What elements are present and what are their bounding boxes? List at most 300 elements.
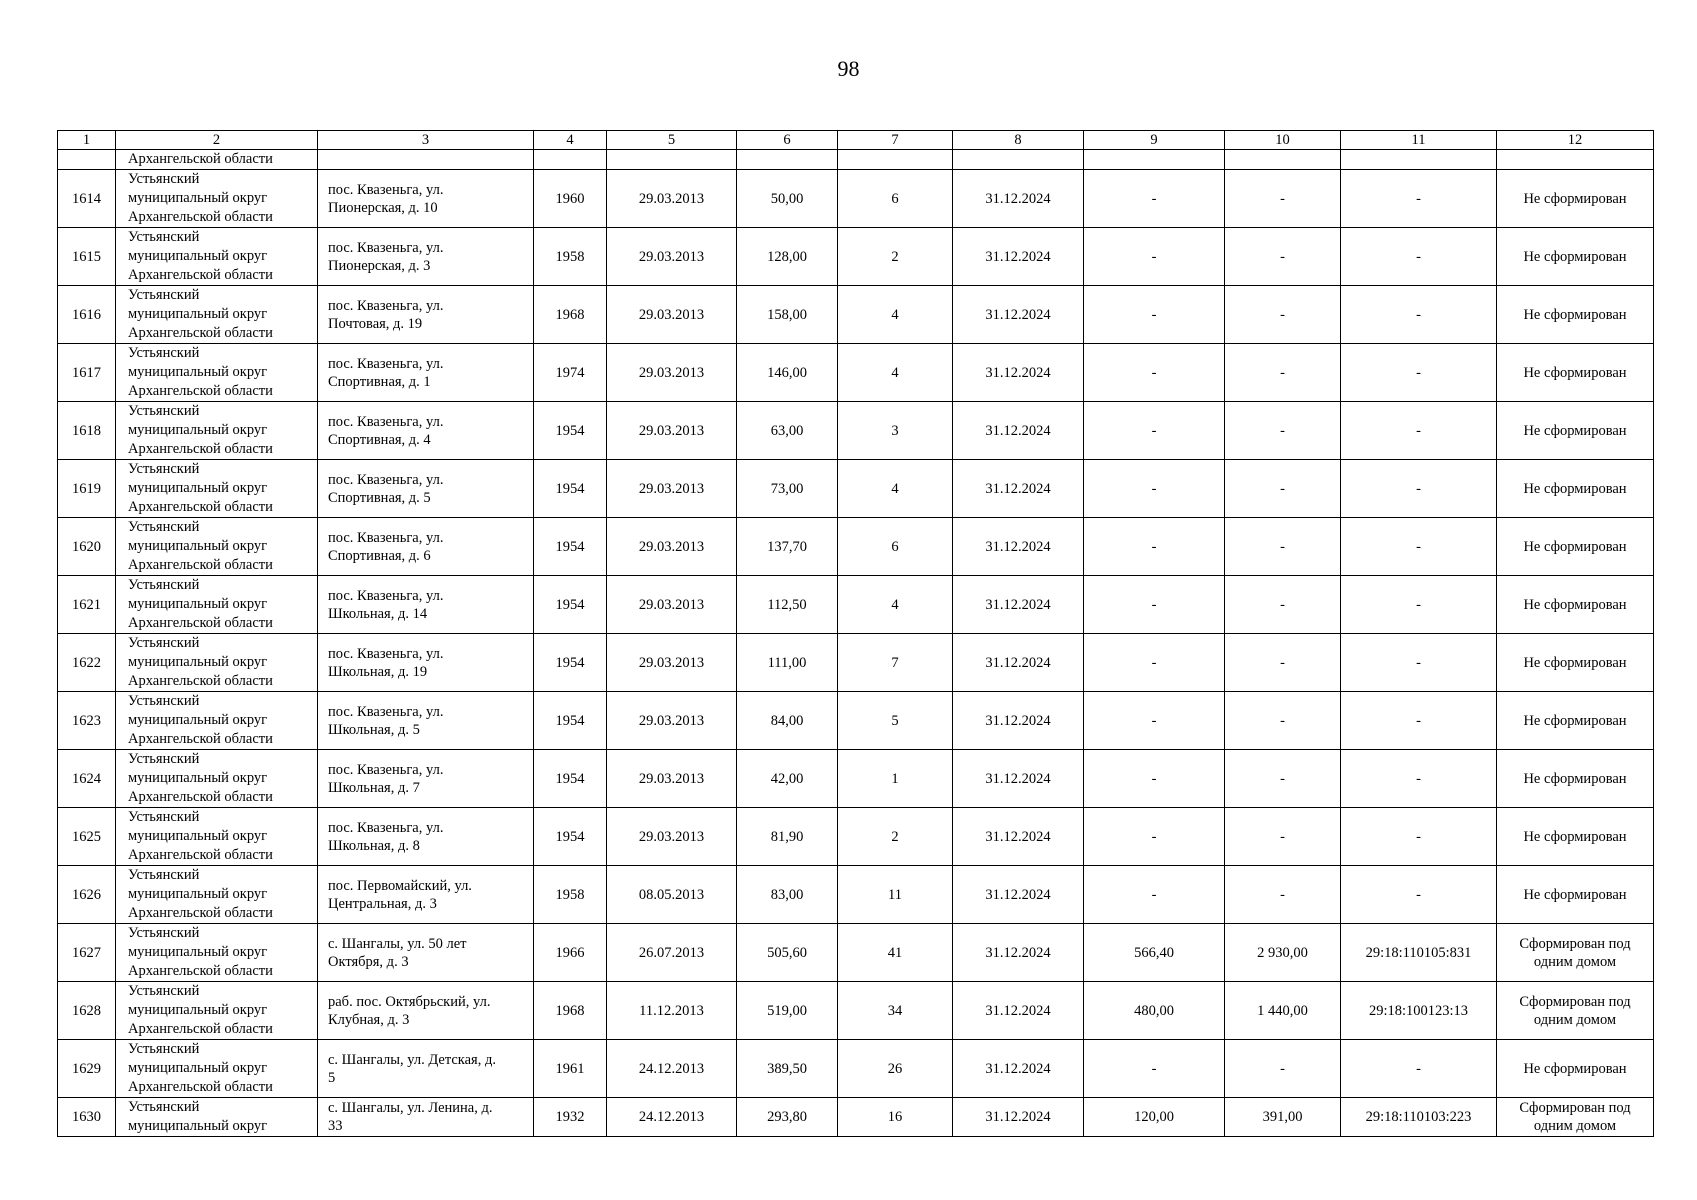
empty-cell [953, 150, 1084, 170]
municipality-cell-line: Устьянский [128, 461, 200, 477]
living-area: 84,00 [737, 692, 838, 750]
resettlement-deadline: 31.12.2024 [953, 460, 1084, 518]
municipality-cell [116, 1040, 318, 1098]
land-plot-area: - [1084, 460, 1225, 518]
cadastral-number: - [1341, 228, 1497, 286]
cadastral-value: - [1225, 634, 1341, 692]
row-number: 1619 [58, 460, 116, 518]
land-plot-status-line: Не сформирован [1523, 480, 1627, 497]
column-number: 5 [607, 131, 737, 150]
recognition-date: 29.03.2013 [607, 460, 737, 518]
recognition-date: 24.12.2013 [607, 1098, 737, 1137]
municipality-cell-line: муниципальный округ [128, 190, 268, 206]
recognition-date: 29.03.2013 [607, 692, 737, 750]
empty-cell [58, 150, 116, 170]
municipality-cell-line: муниципальный округ [128, 306, 268, 322]
cadastral-value: - [1225, 402, 1341, 460]
cadastral-value: - [1225, 518, 1341, 576]
cadastral-value: - [1225, 228, 1341, 286]
land-plot-status-line: Не сформирован [1523, 1060, 1627, 1077]
address-cell [318, 518, 534, 576]
residents-count: 4 [838, 576, 953, 634]
land-plot-status-line: Не сформирован [1523, 538, 1627, 555]
cadastral-number: - [1341, 402, 1497, 460]
cadastral-value: - [1225, 692, 1341, 750]
land-plot-area: - [1084, 228, 1225, 286]
cadastral-value: - [1225, 750, 1341, 808]
municipality-cell [116, 286, 318, 344]
land-plot-area: - [1084, 808, 1225, 866]
land-plot-status-line: одним домом [1533, 1011, 1617, 1028]
cadastral-number: - [1341, 518, 1497, 576]
municipality-cell-line: Архангельской области [128, 441, 273, 457]
address-cell-line: Пионерская, д. 10 [328, 199, 438, 216]
cadastral-value: - [1225, 170, 1341, 228]
living-area: 42,00 [737, 750, 838, 808]
land-plot-status-line: Сформирован под [1519, 935, 1631, 952]
row-number: 1617 [58, 344, 116, 402]
living-area: 111,00 [737, 634, 838, 692]
residents-count: 7 [838, 634, 953, 692]
living-area: 81,90 [737, 808, 838, 866]
address-cell-line: пос. Квазеньга, ул. [328, 297, 444, 314]
resettlement-deadline: 31.12.2024 [953, 634, 1084, 692]
resettlement-deadline: 31.12.2024 [953, 228, 1084, 286]
address-cell-line: 33 [328, 1118, 343, 1134]
municipality-cell [116, 866, 318, 924]
empty-cell [1225, 150, 1341, 170]
land-plot-status-line: Не сформирован [1523, 596, 1627, 613]
address-cell [318, 808, 534, 866]
land-plot-status [1497, 808, 1654, 866]
living-area: 50,00 [737, 170, 838, 228]
municipality-cell-line: Устьянский [128, 403, 200, 419]
residents-count: 4 [838, 344, 953, 402]
municipality-tail: Архангельской области [116, 150, 318, 170]
address-cell-line: пос. Первомайский, ул. [328, 877, 472, 894]
housing-registry-table [57, 130, 1654, 1137]
living-area: 128,00 [737, 228, 838, 286]
land-plot-status-line: одним домом [1533, 953, 1617, 970]
row-number: 1623 [58, 692, 116, 750]
land-plot-area: 120,00 [1084, 1098, 1225, 1137]
column-number: 7 [838, 131, 953, 150]
empty-cell [1341, 150, 1497, 170]
land-plot-area: - [1084, 518, 1225, 576]
address-cell [318, 1040, 534, 1098]
municipality-cell-line: Устьянский [128, 809, 200, 825]
land-plot-status [1497, 518, 1654, 576]
table-row [58, 344, 1654, 402]
living-area: 293,80 [737, 1098, 838, 1137]
municipality-cell-line: муниципальный округ [128, 480, 268, 496]
municipality-cell-line: Устьянский [128, 925, 200, 941]
land-plot-status [1497, 866, 1654, 924]
address-cell-line: Октября, д. 3 [328, 953, 409, 970]
municipality-cell [116, 1098, 318, 1137]
residents-count: 26 [838, 1040, 953, 1098]
row-number: 1625 [58, 808, 116, 866]
construction-year: 1968 [534, 286, 607, 344]
table-row [58, 866, 1654, 924]
land-plot-area: - [1084, 692, 1225, 750]
row-number: 1626 [58, 866, 116, 924]
construction-year: 1961 [534, 1040, 607, 1098]
recognition-date: 29.03.2013 [607, 402, 737, 460]
municipality-cell-line: муниципальный округ [128, 1002, 268, 1018]
municipality-cell-line: Устьянский [128, 983, 200, 999]
address-cell-line: Спортивная, д. 5 [328, 489, 431, 506]
land-plot-area: - [1084, 750, 1225, 808]
municipality-cell-line: Архангельской области [128, 1021, 273, 1037]
land-plot-status-line: Не сформирован [1523, 248, 1627, 265]
table-row [58, 750, 1654, 808]
municipality-cell [116, 634, 318, 692]
land-plot-status-line: Не сформирован [1523, 306, 1627, 323]
cadastral-number: - [1341, 1040, 1497, 1098]
empty-cell [1497, 150, 1654, 170]
residents-count: 34 [838, 982, 953, 1040]
column-number: 8 [953, 131, 1084, 150]
table-row [58, 1040, 1654, 1098]
municipality-cell-line: муниципальный округ [128, 248, 268, 264]
construction-year: 1960 [534, 170, 607, 228]
cadastral-number: 29:18:100123:13 [1341, 982, 1497, 1040]
address-cell [318, 924, 534, 982]
living-area: 137,70 [737, 518, 838, 576]
residents-count: 11 [838, 866, 953, 924]
municipality-cell-line: Устьянский [128, 867, 200, 883]
row-number: 1627 [58, 924, 116, 982]
recognition-date: 24.12.2013 [607, 1040, 737, 1098]
recognition-date: 29.03.2013 [607, 170, 737, 228]
row-number: 1615 [58, 228, 116, 286]
address-cell [318, 344, 534, 402]
table-row [58, 808, 1654, 866]
address-cell-line: Спортивная, д. 4 [328, 431, 431, 448]
residents-count: 4 [838, 460, 953, 518]
empty-cell [534, 150, 607, 170]
address-cell-line: с. Шангалы, ул. Детская, д. [328, 1051, 496, 1068]
address-cell-line: пос. Квазеньга, ул. [328, 645, 444, 662]
empty-cell [1084, 150, 1225, 170]
address-cell-line: Клубная, д. 3 [328, 1011, 410, 1028]
municipality-cell-line: Архангельской области [128, 963, 273, 979]
recognition-date: 29.03.2013 [607, 634, 737, 692]
address-cell-line: Школьная, д. 8 [328, 837, 420, 854]
row-number: 1624 [58, 750, 116, 808]
municipality-cell-line: Устьянский [128, 1041, 200, 1057]
municipality-cell-line: Архангельской области [128, 789, 273, 805]
municipality-cell-line: муниципальный округ [128, 364, 268, 380]
municipality-cell-line: муниципальный округ [128, 1118, 268, 1134]
cadastral-number: - [1341, 866, 1497, 924]
table-row [58, 576, 1654, 634]
land-plot-status-line: Не сформирован [1523, 828, 1627, 845]
cadastral-value: - [1225, 866, 1341, 924]
municipality-cell-line: муниципальный округ [128, 886, 268, 902]
municipality-cell [116, 982, 318, 1040]
land-plot-area: - [1084, 170, 1225, 228]
address-cell-line: пос. Квазеньга, ул. [328, 819, 444, 836]
construction-year: 1966 [534, 924, 607, 982]
land-plot-status [1497, 692, 1654, 750]
cadastral-value: - [1225, 576, 1341, 634]
residents-count: 6 [838, 518, 953, 576]
recognition-date: 29.03.2013 [607, 286, 737, 344]
land-plot-area: - [1084, 576, 1225, 634]
resettlement-deadline: 31.12.2024 [953, 692, 1084, 750]
address-cell-line: пос. Квазеньга, ул. [328, 239, 444, 256]
cadastral-number: - [1341, 634, 1497, 692]
continuation-row [58, 150, 1654, 170]
recognition-date: 26.07.2013 [607, 924, 737, 982]
address-cell-line: пос. Квазеньга, ул. [328, 761, 444, 778]
municipality-cell-line: Устьянский [128, 635, 200, 651]
table-row [58, 1098, 1654, 1137]
row-number: 1614 [58, 170, 116, 228]
municipality-cell-line: Архангельской области [128, 383, 273, 399]
address-cell [318, 634, 534, 692]
table-row [58, 692, 1654, 750]
row-number: 1616 [58, 286, 116, 344]
row-number: 1622 [58, 634, 116, 692]
resettlement-deadline: 31.12.2024 [953, 808, 1084, 866]
table-row [58, 170, 1654, 228]
land-plot-status [1497, 344, 1654, 402]
municipality-cell-line: Архангельской области [128, 847, 273, 863]
residents-count: 16 [838, 1098, 953, 1137]
municipality-cell-line: Устьянский [128, 577, 200, 593]
land-plot-area: - [1084, 1040, 1225, 1098]
municipality-cell-line: Устьянский [128, 519, 200, 535]
cadastral-value: 2 930,00 [1225, 924, 1341, 982]
table-row [58, 924, 1654, 982]
land-plot-area: - [1084, 286, 1225, 344]
municipality-cell-line: Архангельской области [128, 499, 273, 515]
municipality-cell-line: Архангельской области [128, 731, 273, 747]
residents-count: 2 [838, 228, 953, 286]
address-cell [318, 692, 534, 750]
municipality-cell-line: муниципальный округ [128, 538, 268, 554]
municipality-cell-line: Устьянский [128, 751, 200, 767]
column-number: 1 [58, 131, 116, 150]
land-plot-area: 480,00 [1084, 982, 1225, 1040]
row-number: 1620 [58, 518, 116, 576]
cadastral-value: 1 440,00 [1225, 982, 1341, 1040]
recognition-date: 29.03.2013 [607, 808, 737, 866]
municipality-cell-line: Архангельской области [128, 267, 273, 283]
cadastral-number: - [1341, 692, 1497, 750]
resettlement-deadline: 31.12.2024 [953, 402, 1084, 460]
land-plot-status [1497, 924, 1654, 982]
address-cell [318, 1098, 534, 1137]
cadastral-value: - [1225, 460, 1341, 518]
land-plot-status [1497, 1040, 1654, 1098]
row-number: 1621 [58, 576, 116, 634]
column-number: 4 [534, 131, 607, 150]
column-number-row [58, 131, 1654, 150]
cadastral-value: - [1225, 808, 1341, 866]
living-area: 112,50 [737, 576, 838, 634]
construction-year: 1954 [534, 634, 607, 692]
recognition-date: 29.03.2013 [607, 518, 737, 576]
address-cell-line: Спортивная, д. 1 [328, 373, 431, 390]
resettlement-deadline: 31.12.2024 [953, 344, 1084, 402]
municipality-cell-line: Архангельской области [128, 1079, 273, 1095]
resettlement-deadline: 31.12.2024 [953, 286, 1084, 344]
address-cell-line: пос. Квазеньга, ул. [328, 471, 444, 488]
residents-count: 1 [838, 750, 953, 808]
cadastral-number: - [1341, 576, 1497, 634]
municipality-cell-line: Устьянский [128, 345, 200, 361]
table-row [58, 982, 1654, 1040]
row-number: 1629 [58, 1040, 116, 1098]
municipality-cell-line: Устьянский [128, 1099, 200, 1115]
construction-year: 1954 [534, 518, 607, 576]
recognition-date: 29.03.2013 [607, 344, 737, 402]
municipality-cell-line: Устьянский [128, 693, 200, 709]
living-area: 73,00 [737, 460, 838, 518]
land-plot-status [1497, 982, 1654, 1040]
column-number: 6 [737, 131, 838, 150]
land-plot-status-line: Не сформирован [1523, 364, 1627, 381]
construction-year: 1954 [534, 692, 607, 750]
living-area: 389,50 [737, 1040, 838, 1098]
recognition-date: 08.05.2013 [607, 866, 737, 924]
address-cell [318, 286, 534, 344]
land-plot-status [1497, 228, 1654, 286]
land-plot-status-line: Не сформирован [1523, 190, 1627, 207]
construction-year: 1932 [534, 1098, 607, 1137]
residents-count: 3 [838, 402, 953, 460]
municipality-cell [116, 344, 318, 402]
land-plot-area: - [1084, 402, 1225, 460]
page-number: 98 [837, 56, 860, 81]
land-plot-area: - [1084, 634, 1225, 692]
residents-count: 4 [838, 286, 953, 344]
address-cell [318, 982, 534, 1040]
address-cell-line: Школьная, д. 14 [328, 605, 428, 622]
cadastral-value: - [1225, 286, 1341, 344]
land-plot-status-line: Сформирован под [1519, 1100, 1631, 1116]
living-area: 83,00 [737, 866, 838, 924]
resettlement-deadline: 31.12.2024 [953, 982, 1084, 1040]
row-number: 1618 [58, 402, 116, 460]
address-cell-line: Почтовая, д. 19 [328, 315, 423, 332]
municipality-cell [116, 402, 318, 460]
land-plot-status [1497, 634, 1654, 692]
land-plot-status [1497, 576, 1654, 634]
cadastral-number: - [1341, 750, 1497, 808]
address-cell [318, 460, 534, 518]
municipality-cell [116, 518, 318, 576]
address-cell-line: Школьная, д. 7 [328, 779, 420, 796]
land-plot-status [1497, 402, 1654, 460]
living-area: 505,60 [737, 924, 838, 982]
table-row [58, 460, 1654, 518]
resettlement-deadline: 31.12.2024 [953, 1040, 1084, 1098]
municipality-cell-line: Устьянский [128, 171, 200, 187]
land-plot-status-line: одним домом [1533, 1118, 1617, 1134]
table-row [58, 286, 1654, 344]
land-plot-status [1497, 750, 1654, 808]
municipality-cell-line: муниципальный округ [128, 596, 268, 612]
municipality-cell-line: муниципальный округ [128, 712, 268, 728]
address-cell-line: 5 [328, 1069, 336, 1086]
living-area: 158,00 [737, 286, 838, 344]
municipality-cell [116, 808, 318, 866]
municipality-cell [116, 170, 318, 228]
land-plot-area: - [1084, 344, 1225, 402]
construction-year: 1958 [534, 228, 607, 286]
residents-count: 5 [838, 692, 953, 750]
construction-year: 1958 [534, 866, 607, 924]
address-cell-line: Школьная, д. 5 [328, 721, 420, 738]
construction-year: 1954 [534, 460, 607, 518]
address-cell-line: пос. Квазеньга, ул. [328, 703, 444, 720]
address-cell-line: с. Шангалы, ул. 50 лет [328, 935, 467, 952]
municipality-cell-line: Архангельской области [128, 673, 273, 689]
address-cell-line: Пионерская, д. 3 [328, 257, 431, 274]
address-cell-line: Центральная, д. 3 [328, 895, 437, 912]
empty-cell [318, 150, 534, 170]
resettlement-deadline: 31.12.2024 [953, 750, 1084, 808]
address-cell-line: пос. Квазеньга, ул. [328, 413, 444, 430]
cadastral-number: - [1341, 170, 1497, 228]
land-plot-status-line: Не сформирован [1523, 422, 1627, 439]
living-area: 146,00 [737, 344, 838, 402]
cadastral-number: 29:18:110103:223 [1341, 1098, 1497, 1137]
recognition-date: 29.03.2013 [607, 228, 737, 286]
address-cell [318, 576, 534, 634]
address-cell-line: пос. Квазеньга, ул. [328, 181, 444, 198]
municipality-cell [116, 576, 318, 634]
address-cell-line: раб. пос. Октябрьский, ул. [328, 993, 491, 1010]
empty-cell [838, 150, 953, 170]
construction-year: 1954 [534, 808, 607, 866]
municipality-cell-line: муниципальный округ [128, 654, 268, 670]
municipality-cell-line: Устьянский [128, 287, 200, 303]
land-plot-status [1497, 286, 1654, 344]
cadastral-number: 29:18:110105:831 [1341, 924, 1497, 982]
living-area: 519,00 [737, 982, 838, 1040]
municipality-cell [116, 460, 318, 518]
column-number: 9 [1084, 131, 1225, 150]
construction-year: 1954 [534, 402, 607, 460]
address-cell-line: пос. Квазеньга, ул. [328, 355, 444, 372]
address-cell-line: Школьная, д. 19 [328, 663, 428, 680]
municipality-cell-line: Архангельской области [128, 905, 273, 921]
resettlement-deadline: 31.12.2024 [953, 576, 1084, 634]
row-number: 1630 [58, 1098, 116, 1137]
land-plot-status-line: Не сформирован [1523, 654, 1627, 671]
municipality-cell-line: Архангельской области [128, 209, 273, 225]
empty-cell [607, 150, 737, 170]
land-plot-status-line: Не сформирован [1523, 886, 1627, 903]
resettlement-deadline: 31.12.2024 [953, 170, 1084, 228]
municipality-cell-line: муниципальный округ [128, 770, 268, 786]
municipality-cell [116, 228, 318, 286]
cadastral-value: - [1225, 344, 1341, 402]
municipality-cell-line: Архангельской области [128, 557, 273, 573]
column-number: 2 [116, 131, 318, 150]
cadastral-number: - [1341, 286, 1497, 344]
residents-count: 2 [838, 808, 953, 866]
land-plot-status [1497, 1098, 1654, 1137]
municipality-cell-line: муниципальный округ [128, 828, 268, 844]
resettlement-deadline: 31.12.2024 [953, 1098, 1084, 1137]
